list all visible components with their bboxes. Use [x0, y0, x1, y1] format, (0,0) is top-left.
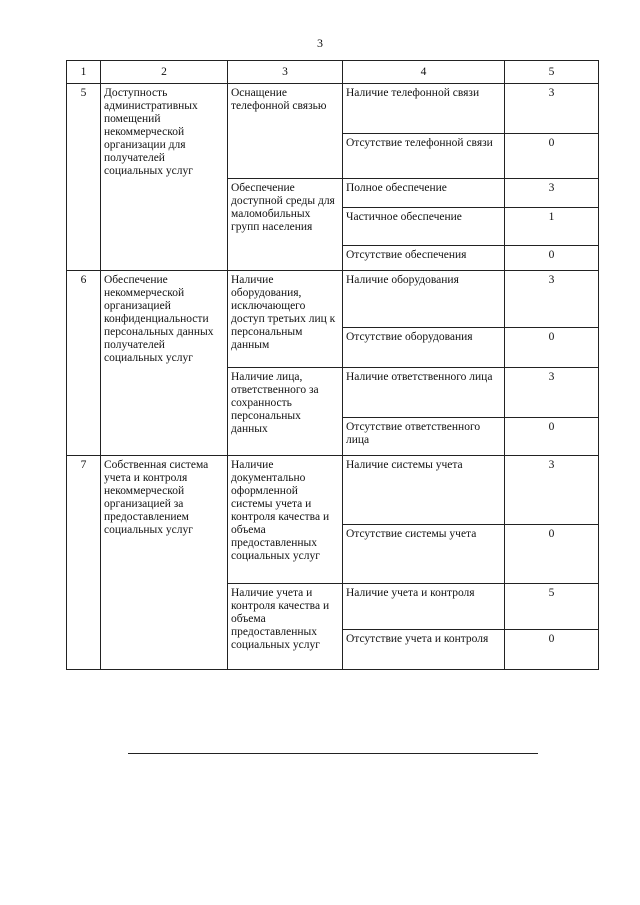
value-label: Наличие системы учета	[343, 456, 505, 525]
header-row	[67, 61, 599, 84]
score-cell: 3	[505, 456, 599, 525]
score-cell: 3	[505, 84, 599, 134]
table-row	[67, 84, 599, 134]
value-label: Отсутствие системы учета	[343, 525, 505, 584]
score-cell: 0	[505, 134, 599, 179]
score-cell: 0	[505, 525, 599, 584]
score-cell: 3	[505, 271, 599, 328]
indicator-cell: Наличие учета и контроля качества и объема предоставленных социальных услуг	[228, 584, 343, 670]
criteria-table	[66, 60, 599, 670]
score-cell: 3	[505, 179, 599, 208]
criterion-cell: Собственная система учета и контроля некоммерческой организацией за предоставлением социальных услуг	[101, 456, 228, 670]
score-cell: 1	[505, 208, 599, 246]
score-cell: 0	[505, 328, 599, 368]
indicator-cell: Оснащение телефонной связью	[228, 84, 343, 179]
criterion-cell: Доступность административных помещений некоммерческой организации для получателей социальных услуг	[101, 84, 228, 271]
value-label: Отсутствие учета и контроля	[343, 630, 505, 670]
value-label: Частичное обеспечение	[343, 208, 505, 246]
value-label: Наличие ответственного лица	[343, 368, 505, 418]
value-label: Полное обеспечение	[343, 179, 505, 208]
score-cell: 0	[505, 246, 599, 271]
section-number: 7	[67, 456, 101, 670]
score-cell: 3	[505, 368, 599, 418]
signature-divider	[128, 753, 538, 754]
score-cell: 0	[505, 630, 599, 670]
column-header: 1	[67, 61, 101, 84]
section-number: 6	[67, 271, 101, 456]
indicator-cell: Наличие оборудования, исключающего доступ третьих лиц к персональным данным	[228, 271, 343, 368]
value-label: Наличие учета и контроля	[343, 584, 505, 630]
value-label: Наличие телефонной связи	[343, 84, 505, 134]
table-row	[67, 456, 599, 525]
value-label: Отсутствие оборудования	[343, 328, 505, 368]
score-cell: 0	[505, 418, 599, 456]
section-number: 5	[67, 84, 101, 271]
indicator-cell: Обеспечение доступной среды для маломобильных групп населения	[228, 179, 343, 271]
score-cell: 5	[505, 584, 599, 630]
column-header: 2	[101, 61, 228, 84]
column-header: 3	[228, 61, 343, 84]
value-label: Отсутствие телефонной связи	[343, 134, 505, 179]
page-number: 3	[317, 36, 323, 50]
value-label: Наличие оборудования	[343, 271, 505, 328]
value-label: Отсутствие ответственного лица	[343, 418, 505, 456]
indicator-cell: Наличие документально оформленной системы учета и контроля качества и объема предоставленных социальных услуг	[228, 456, 343, 584]
indicator-cell: Наличие лица, ответственного за сохранность персональных данных	[228, 368, 343, 456]
criterion-cell: Обеспечение некоммерческой организацией конфиденциальности персональных данных получателей социальных услуг	[101, 271, 228, 456]
table-row	[67, 271, 599, 328]
value-label: Отсутствие обеспечения	[343, 246, 505, 271]
column-header: 5	[505, 61, 599, 84]
column-header: 4	[343, 61, 505, 84]
